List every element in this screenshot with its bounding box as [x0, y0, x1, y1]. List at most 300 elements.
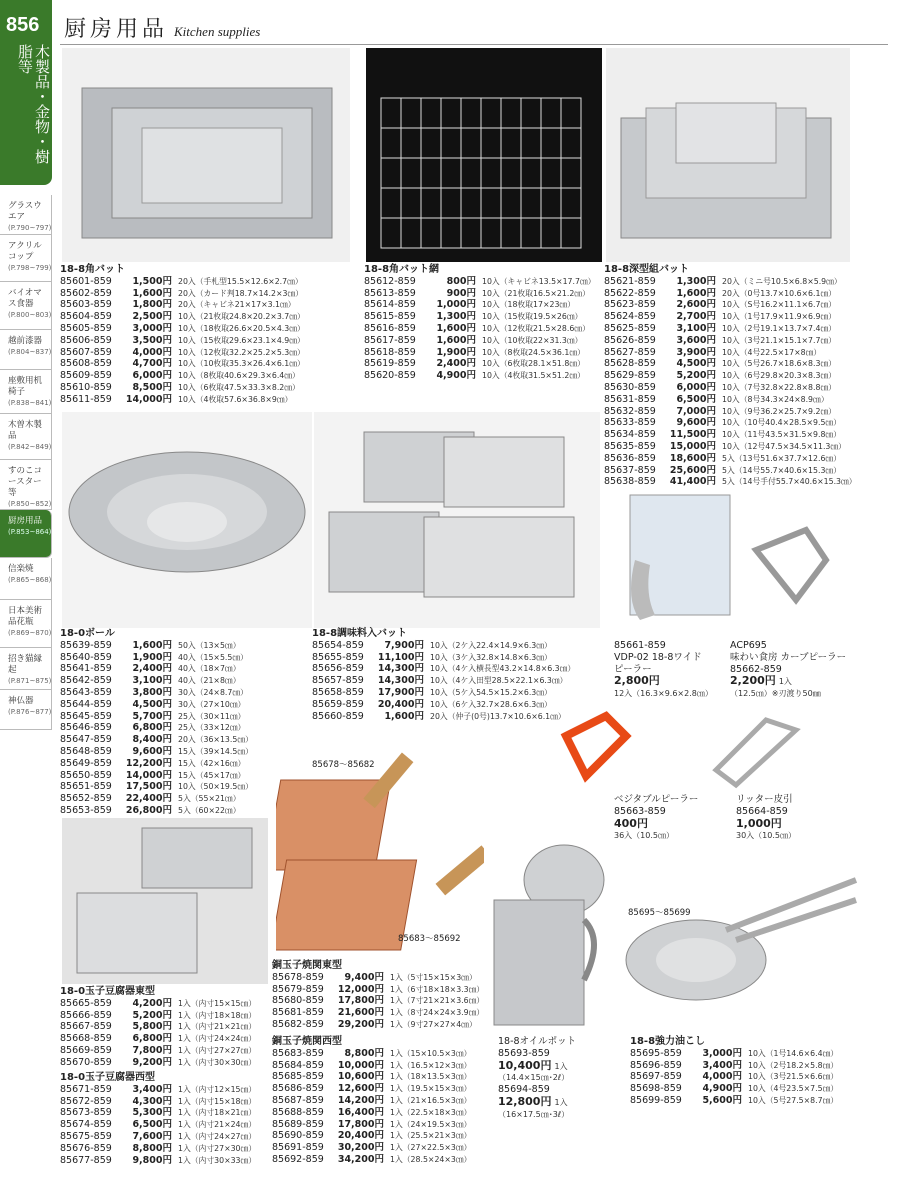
spec-row — [60, 1084, 256, 1096]
item-code: 85652-859 — [60, 793, 112, 805]
photo-wide-peeler — [610, 490, 734, 626]
item-spec: 10入（12枚取32.2×25.2×5.3㎝） — [178, 347, 305, 357]
side-nav-pages: (P.800~803) — [8, 311, 52, 319]
item-code: 85617-859 — [364, 334, 416, 346]
item-spec: 5入（13号51.6×37.7×12.6㎝） — [722, 453, 842, 463]
item-spec: 10入（4ケ入田型28.5×22.1×6.3㎝） — [430, 676, 568, 686]
item-code: 85681-859 — [272, 1007, 324, 1019]
side-nav-item[interactable] — [0, 600, 52, 648]
item-code: 85635-859 — [604, 440, 656, 452]
item-code: 85618-859 — [364, 346, 416, 358]
item-code: 85653-859 — [60, 804, 112, 816]
spec-row — [272, 1107, 471, 1119]
item-price: 3,600円 — [676, 334, 716, 346]
spec-row — [312, 675, 575, 687]
item-price: 6,000円 — [132, 370, 172, 382]
item-price: 14,300円 — [377, 675, 424, 687]
item-price: 1,600円 — [676, 287, 716, 299]
spec-row — [60, 1096, 256, 1108]
item-price: 8,800円 — [344, 1047, 384, 1059]
item-spec: 1入（22.5×18×3㎝） — [390, 1107, 472, 1117]
spec-row — [60, 640, 253, 652]
item-code: 85637-859 — [604, 464, 656, 476]
item-code: 85690-859 — [272, 1130, 324, 1142]
item-code: 85612-859 — [364, 275, 416, 287]
spec-row — [272, 1007, 484, 1019]
item-price: 1,600円 — [132, 287, 172, 299]
section-tofu-nishi — [60, 1072, 256, 1166]
item-price: 4,000円 — [132, 346, 172, 358]
spec-row — [60, 299, 305, 311]
photo-kakubat — [62, 48, 350, 262]
item-spec: 1入（内寸24×27㎝） — [178, 1131, 257, 1141]
spec-row — [60, 722, 253, 734]
item-spec: 10入（4号22.5×17×8㎝） — [722, 347, 822, 357]
item-code: 85631-859 — [604, 393, 656, 405]
side-nav-pages: (P.804~837) — [8, 348, 52, 356]
item-spec: 10入（3号21.1×15.1×7.7㎝） — [722, 335, 837, 345]
spec-row — [60, 734, 253, 746]
item-code: 85651-859 — [60, 781, 112, 793]
item-spec: 20入（カード判18.7×14.2×3㎝） — [178, 288, 304, 298]
side-nav-label: アクリルコップ — [8, 241, 42, 262]
item-price: 1,600円 — [436, 322, 476, 334]
spec-row — [364, 288, 596, 300]
spec-row — [272, 1130, 471, 1142]
item-price: 3,900円 — [676, 346, 716, 358]
item-code: 85620-859 — [364, 370, 416, 382]
item-code: 85686-859 — [272, 1083, 324, 1095]
item-code: 85697-859 — [630, 1071, 682, 1083]
item-spec: 1入（内寸18×21㎝） — [178, 1108, 257, 1118]
item-code: 85698-859 — [630, 1083, 682, 1095]
spec-row — [60, 311, 305, 323]
spec-row — [60, 1155, 256, 1167]
spec-row — [60, 758, 253, 770]
item-code: 85668-859 — [60, 1033, 112, 1045]
item-code: 85666-859 — [60, 1009, 112, 1021]
item-price: 14,300円 — [377, 663, 424, 675]
spec-row — [364, 323, 596, 335]
spec-row — [60, 1010, 256, 1022]
item-price: 9,200円 — [132, 1056, 172, 1068]
item-spec: 10入（3ケ入32.8×14.8×6.3㎝） — [430, 652, 552, 662]
spec-row — [604, 370, 857, 382]
spec-row — [312, 663, 575, 675]
item-code: 85622-859 — [604, 287, 656, 299]
item-spec: 20入（キャビネ21×17×3.1㎝） — [178, 300, 296, 310]
item-price: 26,800円 — [125, 804, 172, 816]
side-nav-pages: (P.838~841) — [8, 399, 52, 407]
item-spec: 15入（42×16㎝） — [178, 758, 246, 768]
item-price: 7,800円 — [132, 1044, 172, 1056]
item-spec: 50入（13×5㎝） — [178, 640, 241, 650]
side-nav-label: 神仏器 — [8, 696, 34, 706]
side-nav-pages: (P.876~877) — [8, 708, 52, 716]
item-price: 4,500円 — [676, 358, 716, 370]
item-code: 85639-859 — [60, 639, 112, 651]
item-spec: 10入（6ケ入32.7×28.6×6.3㎝） — [430, 699, 552, 709]
side-nav-item[interactable] — [0, 282, 52, 330]
item-price: 18,600円 — [669, 452, 716, 464]
item-price: 21,600円 — [337, 1007, 384, 1019]
item-code: 85654-859 — [312, 639, 364, 651]
item-spec: 10入（8枚取40.6×29.3×6.4㎝） — [178, 371, 300, 381]
spec-row — [364, 299, 596, 311]
item-code: 85621-859 — [604, 275, 656, 287]
item-code: 85607-859 — [60, 346, 112, 358]
section-aburakoshi — [630, 1036, 838, 1107]
item-price: 1,600円 — [132, 639, 172, 651]
spec-row — [312, 687, 575, 699]
item-price: 1,600円 — [436, 334, 476, 346]
item-spec: 40入（21×8㎝） — [178, 676, 241, 686]
item-code: 85678-859 — [272, 971, 324, 983]
spec-row — [272, 1083, 471, 1095]
section-bowl — [60, 628, 253, 817]
item-price: 9,600円 — [132, 745, 172, 757]
item-price: 8,500円 — [132, 381, 172, 393]
item-spec: 10入（キャビネ13.5×17.7㎝） — [482, 276, 596, 286]
item-spec: 1入（7寸21×21×3.6㎝） — [390, 996, 485, 1006]
item-code: 85609-859 — [60, 370, 112, 382]
item-price: 1,500円 — [132, 275, 172, 287]
label-yaki-kansai: 85683～85692 — [398, 934, 461, 944]
item-price: 7,900円 — [384, 639, 424, 651]
item-price: 4,500円 — [132, 698, 172, 710]
item-price: 1,000円 — [436, 299, 476, 311]
item-price: 41,400円 — [669, 476, 716, 488]
item-code: 85624-859 — [604, 311, 656, 323]
side-nav-pages: (P.869~870) — [8, 629, 52, 637]
item-price: 17,500円 — [125, 781, 172, 793]
spec-row — [604, 476, 857, 488]
spec-row — [604, 382, 857, 394]
spec-row — [60, 711, 253, 723]
category-label: 木製品・金物・樹脂等 — [16, 44, 51, 164]
item-spec: 10入（2号19.1×13.7×7.4㎝） — [722, 323, 837, 333]
item-price: 30,200円 — [337, 1142, 384, 1154]
item-spec: 10入（10枚取22×31.3㎝） — [482, 335, 583, 345]
item-price: 3,500円 — [132, 334, 172, 346]
spec-row — [60, 347, 305, 359]
item-code: 85615-859 — [364, 311, 416, 323]
item-code: 85675-859 — [60, 1130, 112, 1142]
spec-row — [60, 394, 305, 406]
spec-row — [604, 323, 857, 335]
item-spec: 10入（4号23.5×7.5㎝） — [748, 1084, 839, 1094]
item-price: 20,400円 — [337, 1130, 384, 1142]
litter-peeler-info: リッター皮引 85664-859 1,000円 30入（10.5㎝） — [736, 794, 796, 841]
side-nav-label: 信楽焼 — [8, 564, 34, 574]
item-code: 85602-859 — [60, 287, 112, 299]
wide-peeler-info: 85661-859 VDP-02 18-8ワイド ピーラー 2,800円 12入（16.3×9.6×2.8㎝） — [614, 640, 713, 699]
item-spec: 10入（6枚取47.5×33.3×8.2㎝） — [178, 382, 300, 392]
spec-row — [60, 781, 253, 793]
item-price: 5,200円 — [132, 1009, 172, 1021]
item-spec: 20入（仲子(0号)13.7×10.6×6.1㎝） — [430, 711, 566, 721]
side-nav-label: グラスウエア — [8, 201, 42, 222]
spec-row — [272, 1142, 471, 1154]
item-code: 85636-859 — [604, 452, 656, 464]
side-nav-pages: (P.842~849) — [8, 443, 52, 451]
spec-row — [604, 394, 857, 406]
item-spec: 10入（18枚取17×23㎝） — [482, 300, 575, 310]
side-nav-item[interactable] — [0, 235, 52, 282]
spec-row — [60, 793, 253, 805]
photo-curve-peeler — [736, 520, 844, 630]
spec-row — [312, 652, 575, 664]
item-code: 85633-859 — [604, 417, 656, 429]
spec-row — [272, 1119, 471, 1131]
spec-row — [604, 288, 857, 300]
section-title: 18-0玉子豆腐器東型 — [60, 986, 156, 997]
spec-row — [364, 370, 596, 382]
item-price: 10,000円 — [337, 1059, 384, 1071]
item-price: 15,000円 — [669, 440, 716, 452]
spec-row — [364, 358, 596, 370]
item-price: 800円 — [446, 275, 476, 287]
item-price: 2,400円 — [436, 358, 476, 370]
item-price: 3,400円 — [132, 1083, 172, 1095]
spec-row — [272, 995, 484, 1007]
item-price: 1,800円 — [132, 299, 172, 311]
item-price: 5,600円 — [702, 1094, 742, 1106]
spec-row — [604, 465, 857, 477]
spec-row — [60, 699, 253, 711]
spec-row — [312, 711, 575, 723]
spec-row — [604, 335, 857, 347]
section-title: 18-0玉子豆腐器西型 — [60, 1072, 156, 1083]
spec-row — [60, 1131, 256, 1143]
spec-row — [364, 276, 596, 288]
item-code: 85696-859 — [630, 1059, 682, 1071]
spec-row — [604, 347, 857, 359]
side-nav-item[interactable] — [0, 195, 52, 235]
section-bat-ami — [364, 264, 596, 382]
item-price: 4,700円 — [132, 358, 172, 370]
item-code: 85616-859 — [364, 322, 416, 334]
item-spec: 15入（39×14.5㎝） — [178, 746, 253, 756]
side-nav-label: 木曽木製品 — [8, 420, 43, 441]
item-code: 85695-859 — [630, 1047, 682, 1059]
item-code: 85677-859 — [60, 1154, 112, 1166]
spec-row — [272, 1095, 471, 1107]
item-spec: 10入（18枚取26.6×20.5×4.3㎝） — [178, 323, 305, 333]
spec-row — [604, 429, 857, 441]
veg-peeler-info: ベジタブルピーラー 85663-859 400円 36入（10.5㎝） — [614, 794, 699, 841]
item-code: 85604-859 — [60, 311, 112, 323]
spec-row — [364, 335, 596, 347]
item-spec: 10入（2号18.2×5.8㎝） — [748, 1060, 839, 1070]
item-price: 2,600円 — [676, 299, 716, 311]
spec-row — [604, 358, 857, 370]
item-code: 85634-859 — [604, 429, 656, 441]
side-nav-item[interactable] — [0, 690, 52, 730]
spec-row — [604, 276, 857, 288]
item-spec: 10入（3号21.5×6.6㎝） — [748, 1072, 839, 1082]
item-code: 85670-859 — [60, 1056, 112, 1068]
side-nav-pages: (P.790~797) — [8, 224, 52, 232]
side-nav-pages: (P.853~864) — [8, 528, 52, 536]
section-title: 18-8角バット — [60, 264, 126, 275]
item-spec: 10入（8号34.3×24×8.9㎝） — [722, 394, 829, 404]
section-chomi — [312, 628, 575, 722]
item-spec: 10入（5ケ入54.5×15.2×6.3㎝） — [430, 687, 552, 697]
item-spec: 1入（内寸30×33㎝） — [178, 1155, 257, 1165]
spec-row — [60, 370, 305, 382]
spec-row — [60, 288, 305, 300]
item-code: 85689-859 — [272, 1118, 324, 1130]
item-price: 2,700円 — [676, 311, 716, 323]
spec-row — [60, 323, 305, 335]
item-price: 6,500円 — [676, 393, 716, 405]
spec-row — [60, 805, 253, 817]
item-price: 34,200円 — [337, 1153, 384, 1165]
item-price: 3,800円 — [132, 686, 172, 698]
item-code: 85683-859 — [272, 1047, 324, 1059]
page-number: 856 — [6, 14, 40, 36]
item-code: 85646-859 — [60, 722, 112, 734]
item-spec: 5入（14号55.7×40.6×15.3㎝） — [722, 465, 842, 475]
item-code: 85656-859 — [312, 663, 364, 675]
item-spec: 10入（4枚取31.5×51.2㎝） — [482, 371, 585, 381]
item-spec: 20入（ミニ号10.5×6.8×5.9㎝） — [722, 276, 842, 286]
item-spec: 40入（18×7㎝） — [178, 664, 241, 674]
side-nav-item[interactable] — [0, 558, 52, 600]
side-nav-item[interactable] — [0, 370, 52, 414]
spec-row — [604, 311, 857, 323]
item-code: 85601-859 — [60, 275, 112, 287]
section-title: 銅玉子焼関西型 — [272, 1036, 342, 1047]
item-spec: 10入（8枚取24.5×36.1㎝） — [482, 347, 585, 357]
side-nav-label: すのこコースター等 — [8, 466, 43, 498]
item-spec: 5入（14号手付55.7×40.6×15.3㎝） — [722, 477, 857, 487]
item-code: 85669-859 — [60, 1044, 112, 1056]
item-code: 85630-859 — [604, 381, 656, 393]
item-spec: 1入（内寸21×24㎝） — [178, 1120, 257, 1130]
item-price: 11,500円 — [669, 429, 716, 441]
item-spec: 1入（21×16.5×3㎝） — [390, 1095, 472, 1105]
item-price: 29,200円 — [337, 1018, 384, 1030]
spec-row — [60, 335, 305, 347]
item-spec: 10入（50×19.5㎝） — [178, 782, 253, 792]
photo-aburakoshi — [616, 840, 864, 1040]
item-code: 85699-859 — [630, 1094, 682, 1106]
item-spec: 10入（6枚取28.1×51.8㎝） — [482, 359, 585, 369]
spec-row — [272, 1071, 471, 1083]
item-spec: 1入（9寸27×27×4㎝） — [390, 1019, 477, 1029]
item-price: 8,400円 — [132, 734, 172, 746]
spec-row — [630, 1071, 838, 1083]
item-price: 3,000円 — [702, 1047, 742, 1059]
item-spec: 5入（60×22㎝） — [178, 805, 241, 815]
curve-peeler-info: ACP695 味わい食房 カーブピーラー 85662-859 2,200円 1入 （12.5㎝）※刃渡り50㎜ — [730, 640, 847, 699]
photo-oilpot — [484, 840, 610, 1032]
side-nav-pages: (P.850~852) — [8, 500, 52, 508]
side-nav-pages: (P.798~799) — [8, 264, 52, 272]
spec-row — [604, 441, 857, 453]
side-nav-label: 座敷用机椅子 — [8, 376, 43, 397]
item-price: 25,600円 — [669, 464, 716, 476]
item-price: 3,400円 — [702, 1059, 742, 1071]
item-code: 85679-859 — [272, 983, 324, 995]
item-code: 85665-859 — [60, 997, 112, 1009]
page-title-en: Kitchen supplies — [174, 24, 261, 39]
item-spec: 1入（15×10.5×3㎝） — [390, 1048, 472, 1058]
item-code: 85629-859 — [604, 370, 656, 382]
category-tab — [0, 0, 52, 185]
item-spec: 30入（24×8.7㎝） — [178, 687, 248, 697]
section-title: 銅玉子焼関東型 — [272, 960, 342, 971]
item-code: 85676-859 — [60, 1142, 112, 1154]
spec-row — [272, 984, 484, 996]
item-price: 1,900円 — [132, 651, 172, 663]
item-spec: 10入（5号27.5×8.7㎝） — [748, 1095, 839, 1105]
item-code: 85647-859 — [60, 734, 112, 746]
side-nav-item[interactable] — [0, 460, 52, 510]
section-yaki-nishi — [272, 1036, 471, 1166]
spec-row — [364, 347, 596, 359]
oilpot-info: 18-8オイルポット 85693-859 10,400円 1入 （14.4×15㎝･2ℓ） 85694-859 12,800円 1入 （16×17.5㎝･3ℓ） — [498, 1036, 577, 1119]
item-price: 4,900円 — [702, 1083, 742, 1095]
side-nav-item[interactable] — [0, 510, 52, 558]
side-nav-item[interactable] — [0, 648, 52, 690]
spec-row — [60, 675, 253, 687]
item-price: 9,400円 — [344, 971, 384, 983]
item-price: 9,600円 — [676, 417, 716, 429]
item-code: 85692-859 — [272, 1153, 324, 1165]
item-spec: 10入（12号47.5×34.5×11.3㎝） — [722, 441, 846, 451]
spec-row — [60, 652, 253, 664]
section-title: 18-8強力油こし — [630, 1036, 706, 1047]
item-price: 1,600円 — [384, 710, 424, 722]
spec-row — [60, 1045, 256, 1057]
item-price: 22,400円 — [125, 793, 172, 805]
spec-row — [60, 998, 256, 1010]
item-code: 85640-859 — [60, 651, 112, 663]
side-nav-label: 招き猫縁起 — [8, 654, 43, 675]
item-price: 4,900円 — [436, 370, 476, 382]
item-price: 9,800円 — [132, 1154, 172, 1166]
side-nav-item[interactable] — [0, 414, 52, 460]
spec-row — [60, 770, 253, 782]
item-code: 85613-859 — [364, 287, 416, 299]
spec-row — [364, 311, 596, 323]
section-tofu-higashi — [60, 986, 256, 1069]
item-price: 14,000円 — [125, 769, 172, 781]
item-code: 85680-859 — [272, 995, 324, 1007]
side-nav-pages: (P.865~868) — [8, 576, 52, 584]
item-spec: 1入（内寸30×30㎝） — [178, 1057, 257, 1067]
item-spec: 20入（36×13.5㎝） — [178, 735, 253, 745]
item-price: 3,100円 — [132, 675, 172, 687]
item-price: 14,000円 — [125, 393, 172, 405]
item-price: 10,600円 — [337, 1071, 384, 1083]
side-nav-item[interactable] — [0, 330, 52, 370]
item-price: 12,000円 — [337, 983, 384, 995]
item-code: 85658-859 — [312, 686, 364, 698]
item-code: 85623-859 — [604, 299, 656, 311]
item-price: 900円 — [446, 287, 476, 299]
item-code: 85628-859 — [604, 358, 656, 370]
item-spec: 1入（25.5×21×3㎝） — [390, 1131, 472, 1141]
item-price: 6,500円 — [132, 1119, 172, 1131]
item-code: 85684-859 — [272, 1059, 324, 1071]
item-spec: 1入（5寸15×15×3㎝） — [390, 972, 477, 982]
item-spec: 15入（45×17㎝） — [178, 770, 246, 780]
spec-row — [60, 1143, 256, 1155]
